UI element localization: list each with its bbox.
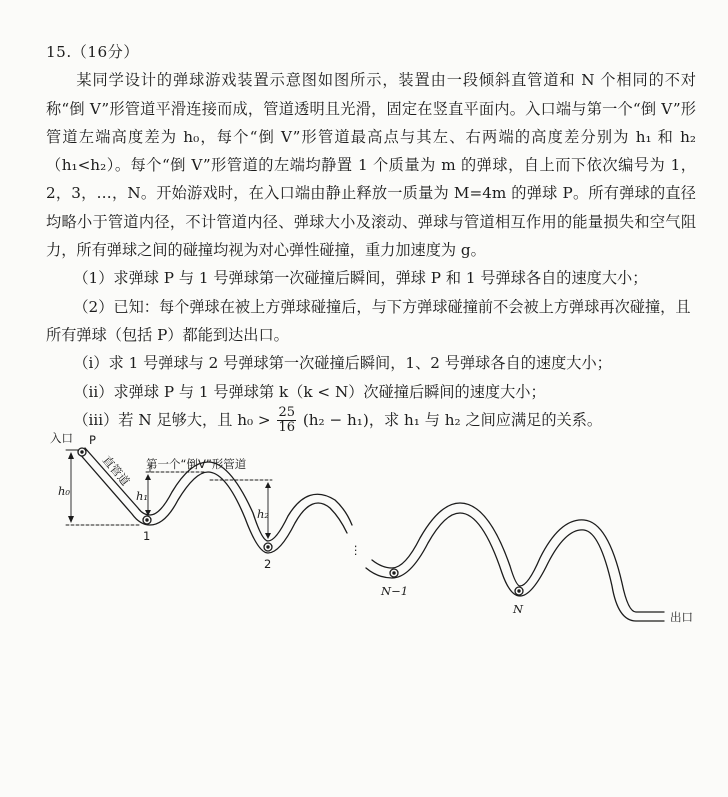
ball-1-label: 1 [143, 529, 151, 543]
ellipsis-label: ⋮ [350, 543, 362, 557]
ball-n-center [517, 589, 520, 592]
fraction-denominator: 16 [278, 420, 296, 436]
h0-label: h₀ [58, 484, 71, 498]
first-inverted-v-label: 第一个“倒V”形管道 [146, 457, 247, 471]
problem-intro: 某同学设计的弹球游戏装置示意图如图所示，装置由一段倾斜直管道和 N 个相同的不对称“倒 V”形管道平滑连接而成，管道透明且光滑，固定在竖直平面内。入口端与第一个“倒 V”形管道左端高度差为 h₀，每个“倒 V”形管道最高点与其左、右两端的高度差分别为 h₁ 和 h₂（h₁<h₂）。每个“倒 V”形管道的左端均静置 1 个质量为 m 的弹球，自上而下依次编号为 1，2，3，…，N。开始游戏时，在入口端由静止释放一质量为 M=4m 的弹球 P。所有弹球的直径均略小于管道内径，不计管道内径、弹球大小及滚动、弹球与管道相互作用的能量损失和空气阻力，所有弹球之间的碰撞均视为对心弹性碰撞，重力加速度为 g。 [46, 71, 696, 260]
question-2: （2）已知：每个弹球在被上方弹球碰撞后，与下方弹球碰撞前不会被上方弹球再次碰撞，且所有弹球（包括 P）都能到达出口。 [46, 297, 691, 344]
ball-1-center [145, 518, 148, 521]
ball-n-minus-1-center [392, 571, 395, 574]
exit-label: 出口 [670, 610, 693, 624]
h2-arrowhead-up [265, 482, 271, 488]
fraction-numerator: 25 [278, 405, 296, 421]
ball-2-center [266, 545, 269, 548]
apparatus-diagram [0, 428, 728, 658]
h1-arrowhead-up [145, 474, 151, 480]
q2iii-prefix: （ⅲ）若 N 足够大，且 h₀ > [73, 410, 271, 429]
ball-n-label: N [513, 602, 524, 616]
entrance-label: 入口 [50, 431, 73, 445]
h2-label: h₂ [257, 507, 270, 521]
question-2-ii: （ⅱ）求弹球 P 与 1 号弹球第 k（k < N）次碰撞后瞬间的速度大小； [73, 382, 546, 401]
straight-pipe-label: 直管道 [99, 452, 133, 489]
h0-arrowhead-up [68, 452, 74, 459]
problem-text [46, 38, 696, 435]
question-2-i: （ⅰ）求 1 号弹球与 2 号弹球第一次碰撞后瞬间，1、2 号弹球各自的速度大小； [73, 354, 612, 373]
ball-n-minus-1-label: N−1 [381, 584, 409, 598]
h1-label: h₁ [136, 489, 149, 503]
h2-arrowhead-down [265, 533, 271, 539]
q2iii-suffix: (h₂ − h₁)，求 h₁ 与 h₂ 之间应满足的关系。 [302, 410, 603, 429]
question-1: （1）求弹球 P 与 1 号弹球第一次碰撞后瞬间，弹球 P 和 1 号弹球各自的速度大小； [73, 269, 648, 288]
ball-p-center [80, 450, 83, 453]
ball-2-label: 2 [264, 557, 272, 571]
h0-arrowhead-down [68, 516, 74, 523]
ball-p-label: P [89, 433, 96, 447]
problem-heading: 15.（16分） [46, 43, 140, 61]
